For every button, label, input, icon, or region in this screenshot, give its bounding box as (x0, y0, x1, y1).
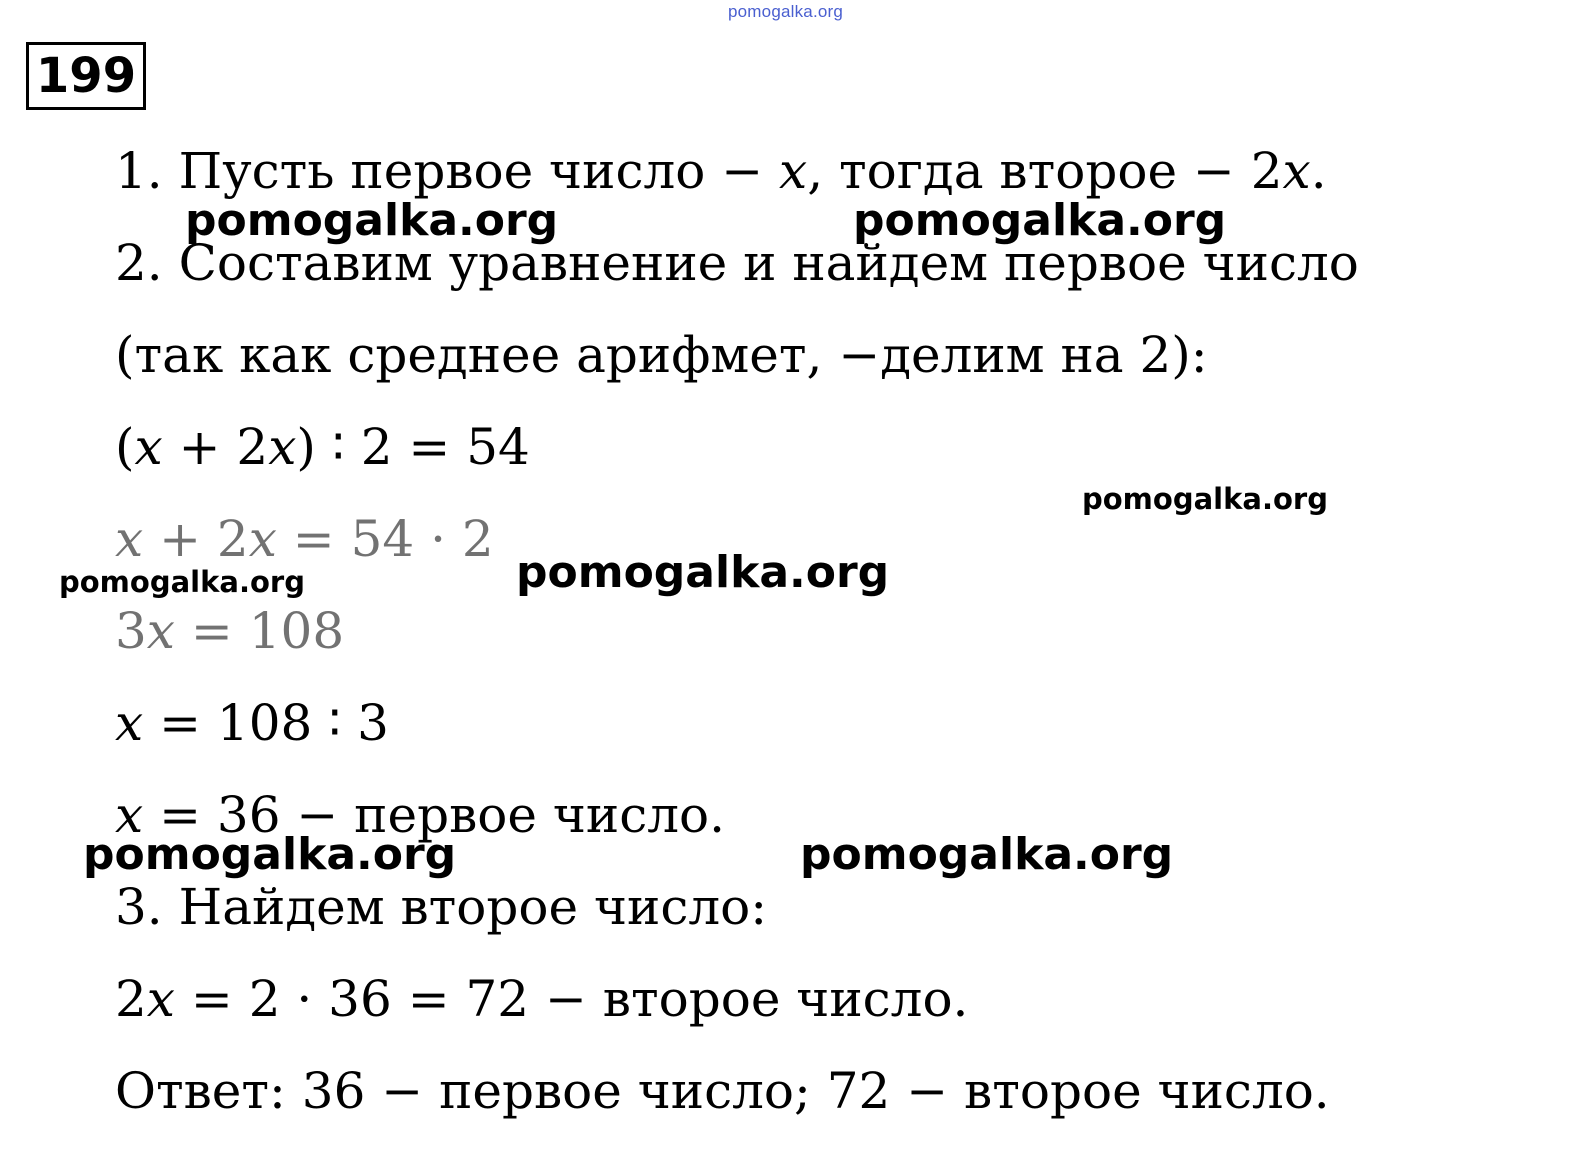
watermark: pomogalka.org (853, 195, 1227, 246)
task-number-box: 199 (26, 42, 146, 110)
equation-line: 𝑥 = 108 ∶ 3 (115, 694, 389, 752)
solution-step-2-note: (так как среднее арифмет, −делим на 2): (115, 326, 1208, 384)
equation-line: (𝑥 + 2𝑥) ∶ 2 = 54 (115, 418, 530, 476)
solution-step-1: 1. Пусть первое число − 𝑥, тогда второе − 2𝑥. (115, 142, 1327, 200)
solution-step-2: 2. Составим уравнение и найдем первое число (115, 234, 1359, 292)
first-number-result: 𝑥 = 36 − первое число. (115, 786, 725, 844)
equation-line: 3𝑥 = 108 (115, 602, 345, 660)
watermark: pomogalka.org (185, 195, 559, 246)
watermark: pomogalka.org (516, 547, 890, 598)
watermark: pomogalka.org (83, 829, 457, 880)
watermark: pomogalka.org (1082, 482, 1328, 516)
site-watermark-top: pomogalka.org (728, 2, 844, 21)
watermark: pomogalka.org (800, 829, 1174, 880)
answer-line: Ответ: 36 − первое число; 72 − второе число. (115, 1062, 1330, 1120)
second-number-result: 2𝑥 = 2 · 36 = 72 − второе число. (115, 970, 969, 1028)
equation-line: 𝑥 + 2𝑥 = 54 · 2 (115, 510, 494, 568)
watermark: pomogalka.org (59, 565, 305, 599)
solution-step-3: 3. Найдем второе число: (115, 878, 768, 936)
